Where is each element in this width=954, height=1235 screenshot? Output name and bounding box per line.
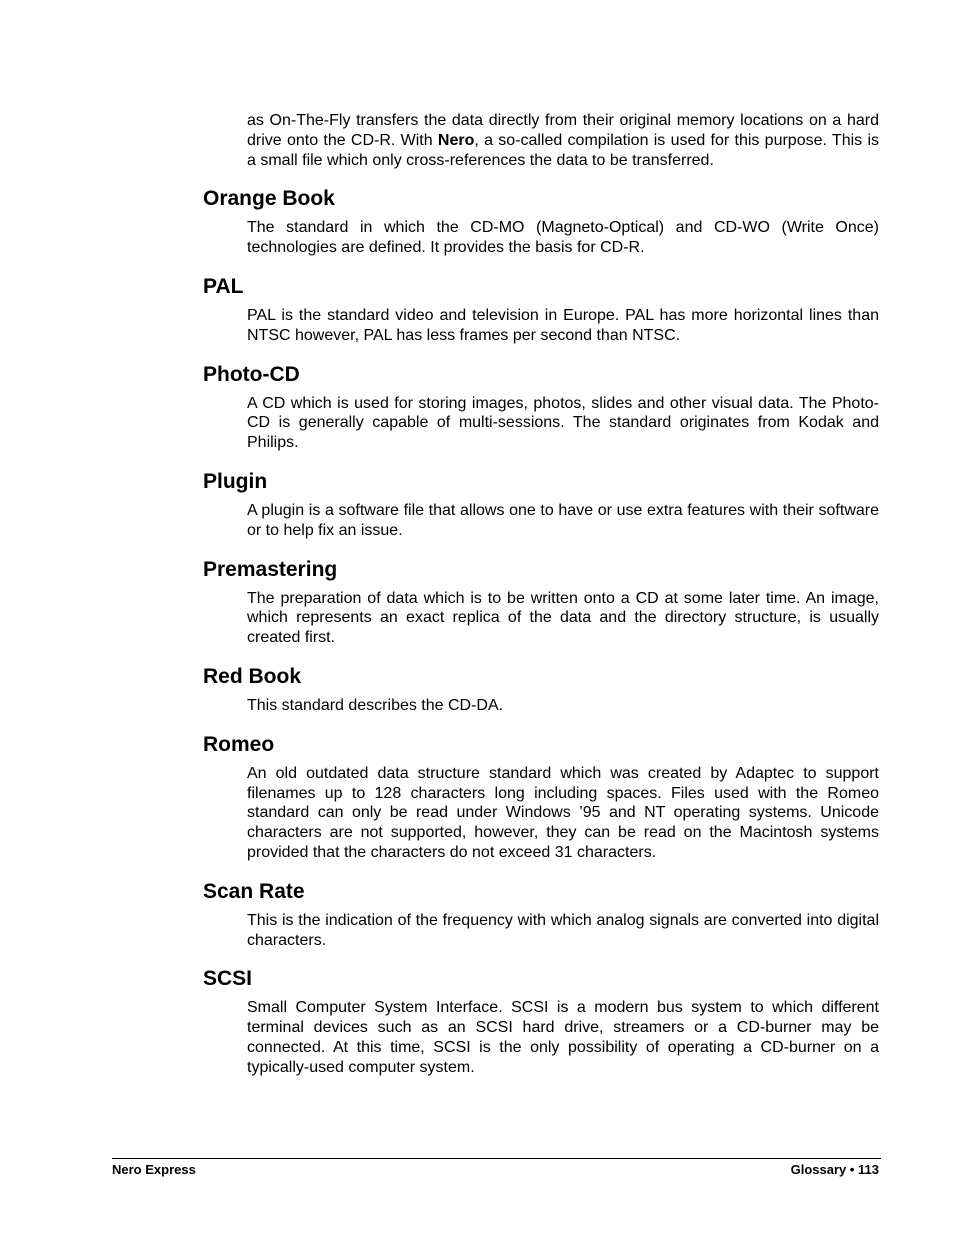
glossary-entry-pal bbox=[203, 275, 879, 346]
term-title: Premastering bbox=[203, 557, 338, 581]
glossary-entry-romeo bbox=[203, 733, 879, 863]
glossary-entry-red-book bbox=[203, 665, 879, 716]
term-title: Orange Book bbox=[203, 187, 335, 211]
intro-text-before: as On-The-Fly transfers the data directly from their original memory locations on a hard drive onto the CD-R. With bbox=[247, 112, 879, 149]
glossary-entry-plugin bbox=[203, 470, 879, 541]
intro-paragraph bbox=[247, 111, 879, 170]
term-definition: An old outdated data structure standard which was created by Adaptec to support filenames up to 128 characters long including spaces. Files used with the Romeo standard can only be read under Windows ’95 and NT operating systems. Unicode characters are not supported, however, they can be read on the Macintosh systems provided that the characters do not exceed 31 characters. bbox=[247, 764, 879, 861]
glossary-entry-scan-rate bbox=[203, 880, 879, 951]
nero-brand: Nero bbox=[437, 131, 475, 149]
term-title: Plugin bbox=[203, 469, 268, 493]
intro-text-after: , a so-called compilation is used for this purpose. This is a small file which only cross-references the data to be transferred. bbox=[247, 131, 879, 169]
glossary-entry-orange-book bbox=[203, 187, 879, 258]
footer-product-name: Nero Express bbox=[112, 1162, 196, 1177]
term-definition: The preparation of data which is to be written onto a CD at some later time. An image, which represents an exact replica of the data and the directory structure, is usually created first. bbox=[247, 589, 879, 647]
term-definition: This standard describes the CD-DA. bbox=[247, 696, 504, 714]
term-title: Photo-CD bbox=[203, 362, 300, 386]
term-definition: A CD which is used for storing images, photos, slides and other visual data. The Photo-CD is generally capable of multi-sessions. The standard originates from Kodak and Philips. bbox=[247, 394, 879, 452]
term-definition: A plugin is a software file that allows one to have or use extra features with their software or to help fix an issue. bbox=[247, 501, 879, 539]
footer-section-page: Glossary • 113 bbox=[790, 1162, 879, 1177]
term-title: PAL bbox=[203, 274, 244, 298]
term-definition: This is the indication of the frequency with which analog signals are converted into digital characters. bbox=[247, 911, 879, 949]
term-definition: Small Computer System Interface. SCSI is a modern bus system to which different terminal devices such as an SCSI hard drive, streamers or a CD-burner may be connected. At this time, SCSI is the only possibility of operating a CD-burner on a typically-used computer system. bbox=[247, 999, 879, 1076]
term-title: Red Book bbox=[203, 664, 302, 688]
glossary-entry-premastering bbox=[203, 558, 879, 648]
glossary-entry-scsi bbox=[203, 967, 879, 1077]
term-title: Scan Rate bbox=[203, 879, 305, 903]
term-title: SCSI bbox=[203, 967, 253, 991]
term-definition: PAL is the standard video and television in Europe. PAL has more horizontal lines than NTSC however, PAL has less frames per second than NTSC. bbox=[247, 306, 879, 344]
term-title: Romeo bbox=[203, 732, 275, 756]
term-definition: The standard in which the CD-MO (Magneto-Optical) and CD-WO (Write Once) technologies are defined. It provides the basis for CD-R. bbox=[247, 219, 879, 257]
page-content bbox=[203, 111, 879, 1078]
footer-divider bbox=[112, 1158, 881, 1159]
glossary-entry-photo-cd bbox=[203, 363, 879, 453]
